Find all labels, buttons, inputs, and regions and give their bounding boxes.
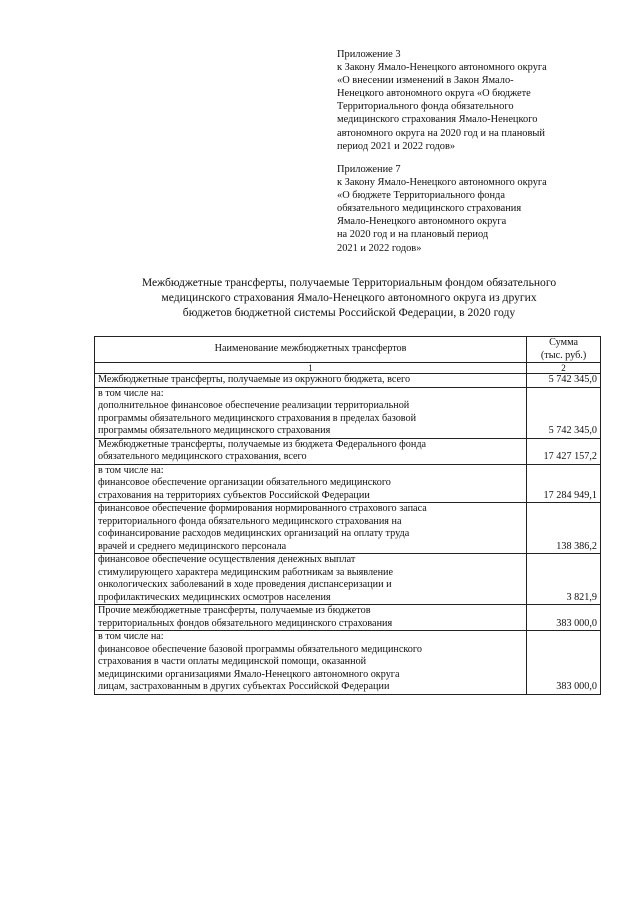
transfer-name-line: страхования на территориях субъектов Российской Федерации <box>98 489 370 501</box>
title-line: медицинского страхования Ямало-Ненецкого автономного округа из других <box>161 290 537 304</box>
transfer-name-line: обязательного медицинского страхования, всего <box>98 451 307 462</box>
transfer-sum-cell: 3 821,9 <box>527 554 601 605</box>
appendix-3-line: период 2021 и 2022 годов» <box>337 140 456 152</box>
appendix-7-line: к Закону Ямало-Ненецкого автономного округа <box>337 177 547 189</box>
transfer-name-line: онкологических заболеваний в ходе проведения диспансеризации и <box>98 579 392 590</box>
appendix-3-line: Территориального фонда обязательного <box>337 101 514 113</box>
transfer-sum-cell: 5 742 345,0 <box>527 374 601 388</box>
transfer-name-line: софинансирование расходов медицинских организаций на оплату труда <box>98 528 410 539</box>
transfer-sum-cell: 383 000,0 <box>527 605 601 631</box>
transfer-sum-cell: 17 284 949,1 <box>527 464 601 503</box>
transfer-name-line: финансовое обеспечение формирования нормированного страхового запаса <box>98 503 427 514</box>
transfer-name-cell <box>95 554 527 605</box>
table-row <box>95 387 601 438</box>
transfer-name-line: финансовое обеспечение базовой программы обязательного медицинского <box>98 643 422 655</box>
appendix-3-line: Ненецкого автономного округа «О бюджете <box>337 88 531 100</box>
transfer-sum-cell: 138 386,2 <box>527 503 601 554</box>
appendix-7-line: 2021 и 2022 годов» <box>337 242 422 254</box>
transfer-name-line: финансовое обеспечение организации обязательного медицинского <box>98 477 391 488</box>
document-title <box>90 276 608 320</box>
transfer-name-line: страхования в части оплаты медицинской помощи, оказанной <box>98 656 367 667</box>
header-sum-line: (тыс. руб.) <box>540 349 587 361</box>
transfer-name-cell <box>95 438 527 464</box>
appendix-7-line: на 2020 год и на плановый период <box>337 229 489 241</box>
table-body <box>95 374 601 695</box>
transfer-name-cell <box>95 374 527 388</box>
appendix-3-line: к Закону Ямало-Ненецкого автономного округа <box>337 62 547 74</box>
appendix-3-line: «О внесении изменений в Закон Ямало- <box>337 75 514 87</box>
appendix-3-line: автономного округа на 2020 год и на плановый <box>337 127 545 139</box>
table-row <box>95 554 601 605</box>
table-row <box>95 438 601 464</box>
transfer-name-line: врачей и среднего медицинского персонала <box>98 540 287 552</box>
appendix-3-header <box>337 48 607 153</box>
transfer-name-line: Межбюджетные трансферты, получаемые из окружного бюджета, всего <box>98 374 411 385</box>
column-number-row <box>95 363 601 374</box>
transfer-name-line: стимулирующего характера медицинским работникам за выявление <box>98 566 394 578</box>
table-row <box>95 605 601 631</box>
transfer-name-cell <box>95 387 527 438</box>
transfer-sum-cell: 5 742 345,0 <box>527 387 601 438</box>
table-row <box>95 464 601 503</box>
transfer-name-line: программы обязательного медицинского страхования в пределах базовой <box>98 412 417 424</box>
header-sum-line: Сумма <box>549 337 578 348</box>
transfer-name-line: программы обязательного медицинского страхования <box>98 425 331 436</box>
column-number: 1 <box>95 363 527 374</box>
appendix-7-line: «О бюджете Территориального фонда <box>337 190 505 202</box>
appendix-7-line: Ямало-Ненецкого автономного округа <box>337 216 507 228</box>
appendix-7-header <box>337 163 607 255</box>
transfer-name-cell <box>95 605 527 631</box>
transfer-sum-cell: 383 000,0 <box>527 631 601 695</box>
transfer-name-line: медицинскими организациями Ямало-Ненецкого автономного округа <box>98 668 400 680</box>
table-row <box>95 374 601 388</box>
transfer-sum-cell: 17 427 157,2 <box>527 438 601 464</box>
transfer-name-line: дополнительное финансовое обеспечение реализации территориальной <box>98 400 410 411</box>
transfer-name-cell <box>95 631 527 695</box>
transfer-name-line: Прочие межбюджетные трансферты, получаемые из бюджетов <box>98 605 371 616</box>
transfer-name-line: Межбюджетные трансферты, получаемые из бюджета Федерального фонда <box>98 438 427 450</box>
header-name-cell: Наименование межбюджетных трансфертов <box>95 337 527 363</box>
transfer-name-line: в том числе на: <box>98 631 164 642</box>
appendix-3-line: медицинского страхования Ямало-Ненецкого <box>337 114 538 126</box>
transfer-name-line: в том числе на: <box>98 387 164 399</box>
column-number: 2 <box>527 363 601 374</box>
table-row <box>95 631 601 695</box>
appendix-3-line: Приложение 3 <box>337 49 401 60</box>
transfer-name-cell <box>95 464 527 503</box>
transfers-table <box>94 336 601 695</box>
transfer-name-line: лицам, застрахованным в других субъектах Российской Федерации <box>98 681 390 692</box>
appendix-7-line: Приложение 7 <box>337 164 401 175</box>
header-sum-cell <box>527 337 601 363</box>
title-line: бюджетов бюджетной системы Российской Федерации, в 2020 году <box>182 305 516 319</box>
transfer-name-line: в том числе на: <box>98 464 164 476</box>
transfer-name-cell <box>95 503 527 554</box>
table-row <box>95 503 601 554</box>
transfer-name-line: профилактических медицинских осмотров населения <box>98 591 331 603</box>
transfer-name-line: финансовое обеспечение осуществления денежных выплат <box>98 554 356 565</box>
table-header-row <box>95 337 601 363</box>
title-line: Межбюджетные трансферты, получаемые Территориальным фондом обязательного <box>141 276 557 289</box>
transfer-name-line: территориальных фондов обязательного медицинского страхования <box>98 617 393 629</box>
transfer-name-line: территориального фонда обязательного медицинского страхования на <box>98 515 402 527</box>
appendix-7-line: обязательного медицинского страхования <box>337 203 522 215</box>
